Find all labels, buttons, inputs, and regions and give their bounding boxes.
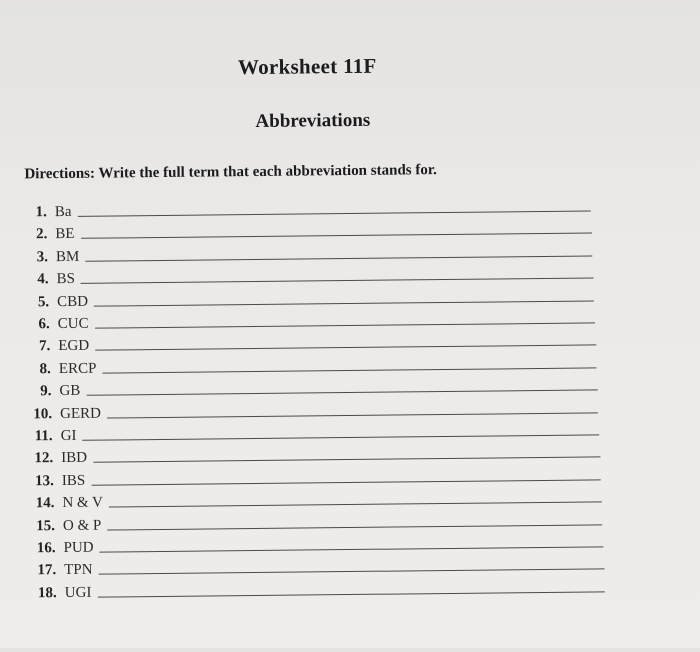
list-item xyxy=(20,487,601,513)
item-abbreviation: PUD xyxy=(63,539,94,557)
list-item xyxy=(14,240,593,266)
item-abbreviation: Ba xyxy=(54,203,72,221)
item-number: 15. xyxy=(36,517,56,534)
item-number: 5. xyxy=(37,293,50,310)
item-number: 17. xyxy=(37,562,57,579)
item-number: 10. xyxy=(33,405,53,422)
list-item xyxy=(23,576,605,602)
item-number: 7. xyxy=(38,338,51,355)
answer-line[interactable] xyxy=(94,299,594,306)
answer-line[interactable] xyxy=(95,344,596,351)
item-abbreviation: CUC xyxy=(57,315,89,333)
answer-line[interactable] xyxy=(93,456,600,463)
item-abbreviation: BM xyxy=(55,248,80,265)
item-abbreviation: O & P xyxy=(62,517,102,534)
item-number: 9. xyxy=(40,383,52,400)
item-abbreviation: IBD xyxy=(61,450,88,467)
answer-line[interactable] xyxy=(81,277,593,284)
list-item xyxy=(17,375,597,401)
list-item xyxy=(21,509,603,535)
list-item xyxy=(16,330,596,356)
list-item xyxy=(13,195,591,221)
item-abbreviation: GB xyxy=(59,383,81,400)
answer-line[interactable] xyxy=(95,321,595,328)
answer-line[interactable] xyxy=(85,254,592,261)
item-abbreviation: UGI xyxy=(64,584,92,601)
list-item xyxy=(16,307,595,333)
list-item xyxy=(22,554,604,580)
item-abbreviation: IBS xyxy=(61,472,86,489)
item-abbreviation: N & V xyxy=(62,494,104,512)
answer-line[interactable] xyxy=(86,389,597,396)
item-abbreviation: BE xyxy=(55,226,75,243)
list-item xyxy=(17,352,597,378)
item-number: 16. xyxy=(36,540,56,557)
worksheet-subtitle: Abbreviations xyxy=(255,109,371,132)
answer-line[interactable] xyxy=(102,366,596,373)
answer-line[interactable] xyxy=(83,433,600,440)
list-item xyxy=(19,419,600,445)
item-abbreviation: ERCP xyxy=(58,360,97,377)
item-number: 8. xyxy=(39,360,51,378)
item-number: 4. xyxy=(37,271,49,288)
answer-line[interactable] xyxy=(109,501,602,508)
worksheet-title: Worksheet 11F xyxy=(237,53,377,80)
item-number: 11. xyxy=(34,428,53,445)
answer-line[interactable] xyxy=(100,545,604,552)
item-abbreviation: CBD xyxy=(57,293,89,310)
item-abbreviation: GERD xyxy=(59,405,101,422)
answer-line[interactable] xyxy=(81,232,592,239)
item-number: 13. xyxy=(34,472,54,490)
answer-line[interactable] xyxy=(107,411,598,418)
answer-line[interactable] xyxy=(91,478,601,485)
answer-line[interactable] xyxy=(97,590,605,597)
list-item xyxy=(13,218,591,244)
item-number: 1. xyxy=(35,204,47,221)
list-item xyxy=(18,397,598,423)
item-number: 14. xyxy=(35,495,55,512)
item-abbreviation: BS xyxy=(56,271,76,288)
item-abbreviation: TPN xyxy=(64,562,93,579)
list-item xyxy=(21,531,603,557)
list-item xyxy=(15,285,594,311)
item-number: 2. xyxy=(36,226,48,243)
directions-text: Directions: Write the full term that each abbreviation stands for. xyxy=(24,162,437,183)
item-abbreviation: EGD xyxy=(58,338,90,355)
item-abbreviation: GI xyxy=(60,427,77,445)
list-item xyxy=(19,442,600,468)
list-item xyxy=(14,263,593,289)
answer-line[interactable] xyxy=(107,523,602,530)
item-number: 12. xyxy=(34,450,54,467)
answer-line[interactable] xyxy=(78,209,591,216)
answer-line[interactable] xyxy=(99,568,605,575)
item-number: 6. xyxy=(38,316,50,333)
item-number: 18. xyxy=(37,584,57,602)
list-item xyxy=(20,464,601,490)
item-number: 3. xyxy=(36,248,49,266)
